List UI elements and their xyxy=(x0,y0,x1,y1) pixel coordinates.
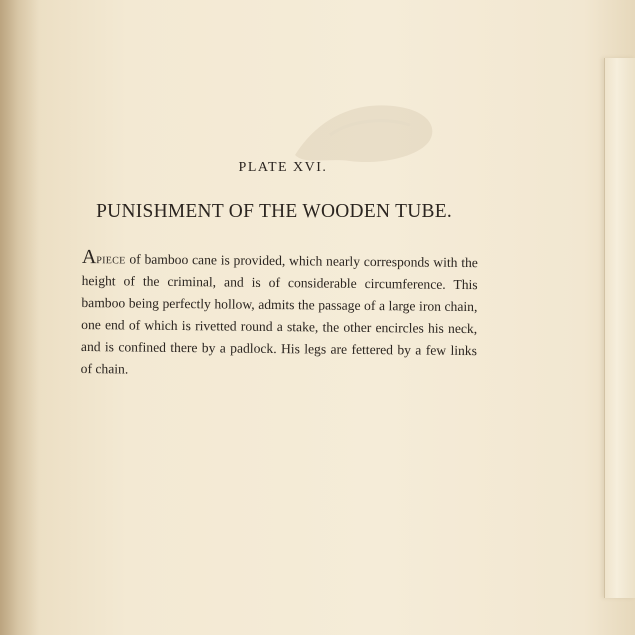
plate-number: PLATE XVI. xyxy=(238,160,328,175)
plate-description xyxy=(81,247,478,384)
first-word-smallcaps: piece xyxy=(96,251,126,267)
next-page-edge xyxy=(604,58,635,598)
description-body: of bamboo cane is provided, which nearly corresponds with the height of the criminal, and is of considerable circumference. This bamboo being perfectly hollow, admits the passage of a large iron chain, one end of which is rivetted round a stake, the other encircles his neck, and is confined there by a padlock. His legs are fettered by a few links of chain. xyxy=(80,251,478,377)
gutter-shadow xyxy=(0,0,40,635)
plate-heading: PUNISHMENT OF THE WOODEN TUBE. xyxy=(96,200,453,222)
drop-capital: A xyxy=(81,246,97,269)
page-text-block xyxy=(82,160,478,380)
